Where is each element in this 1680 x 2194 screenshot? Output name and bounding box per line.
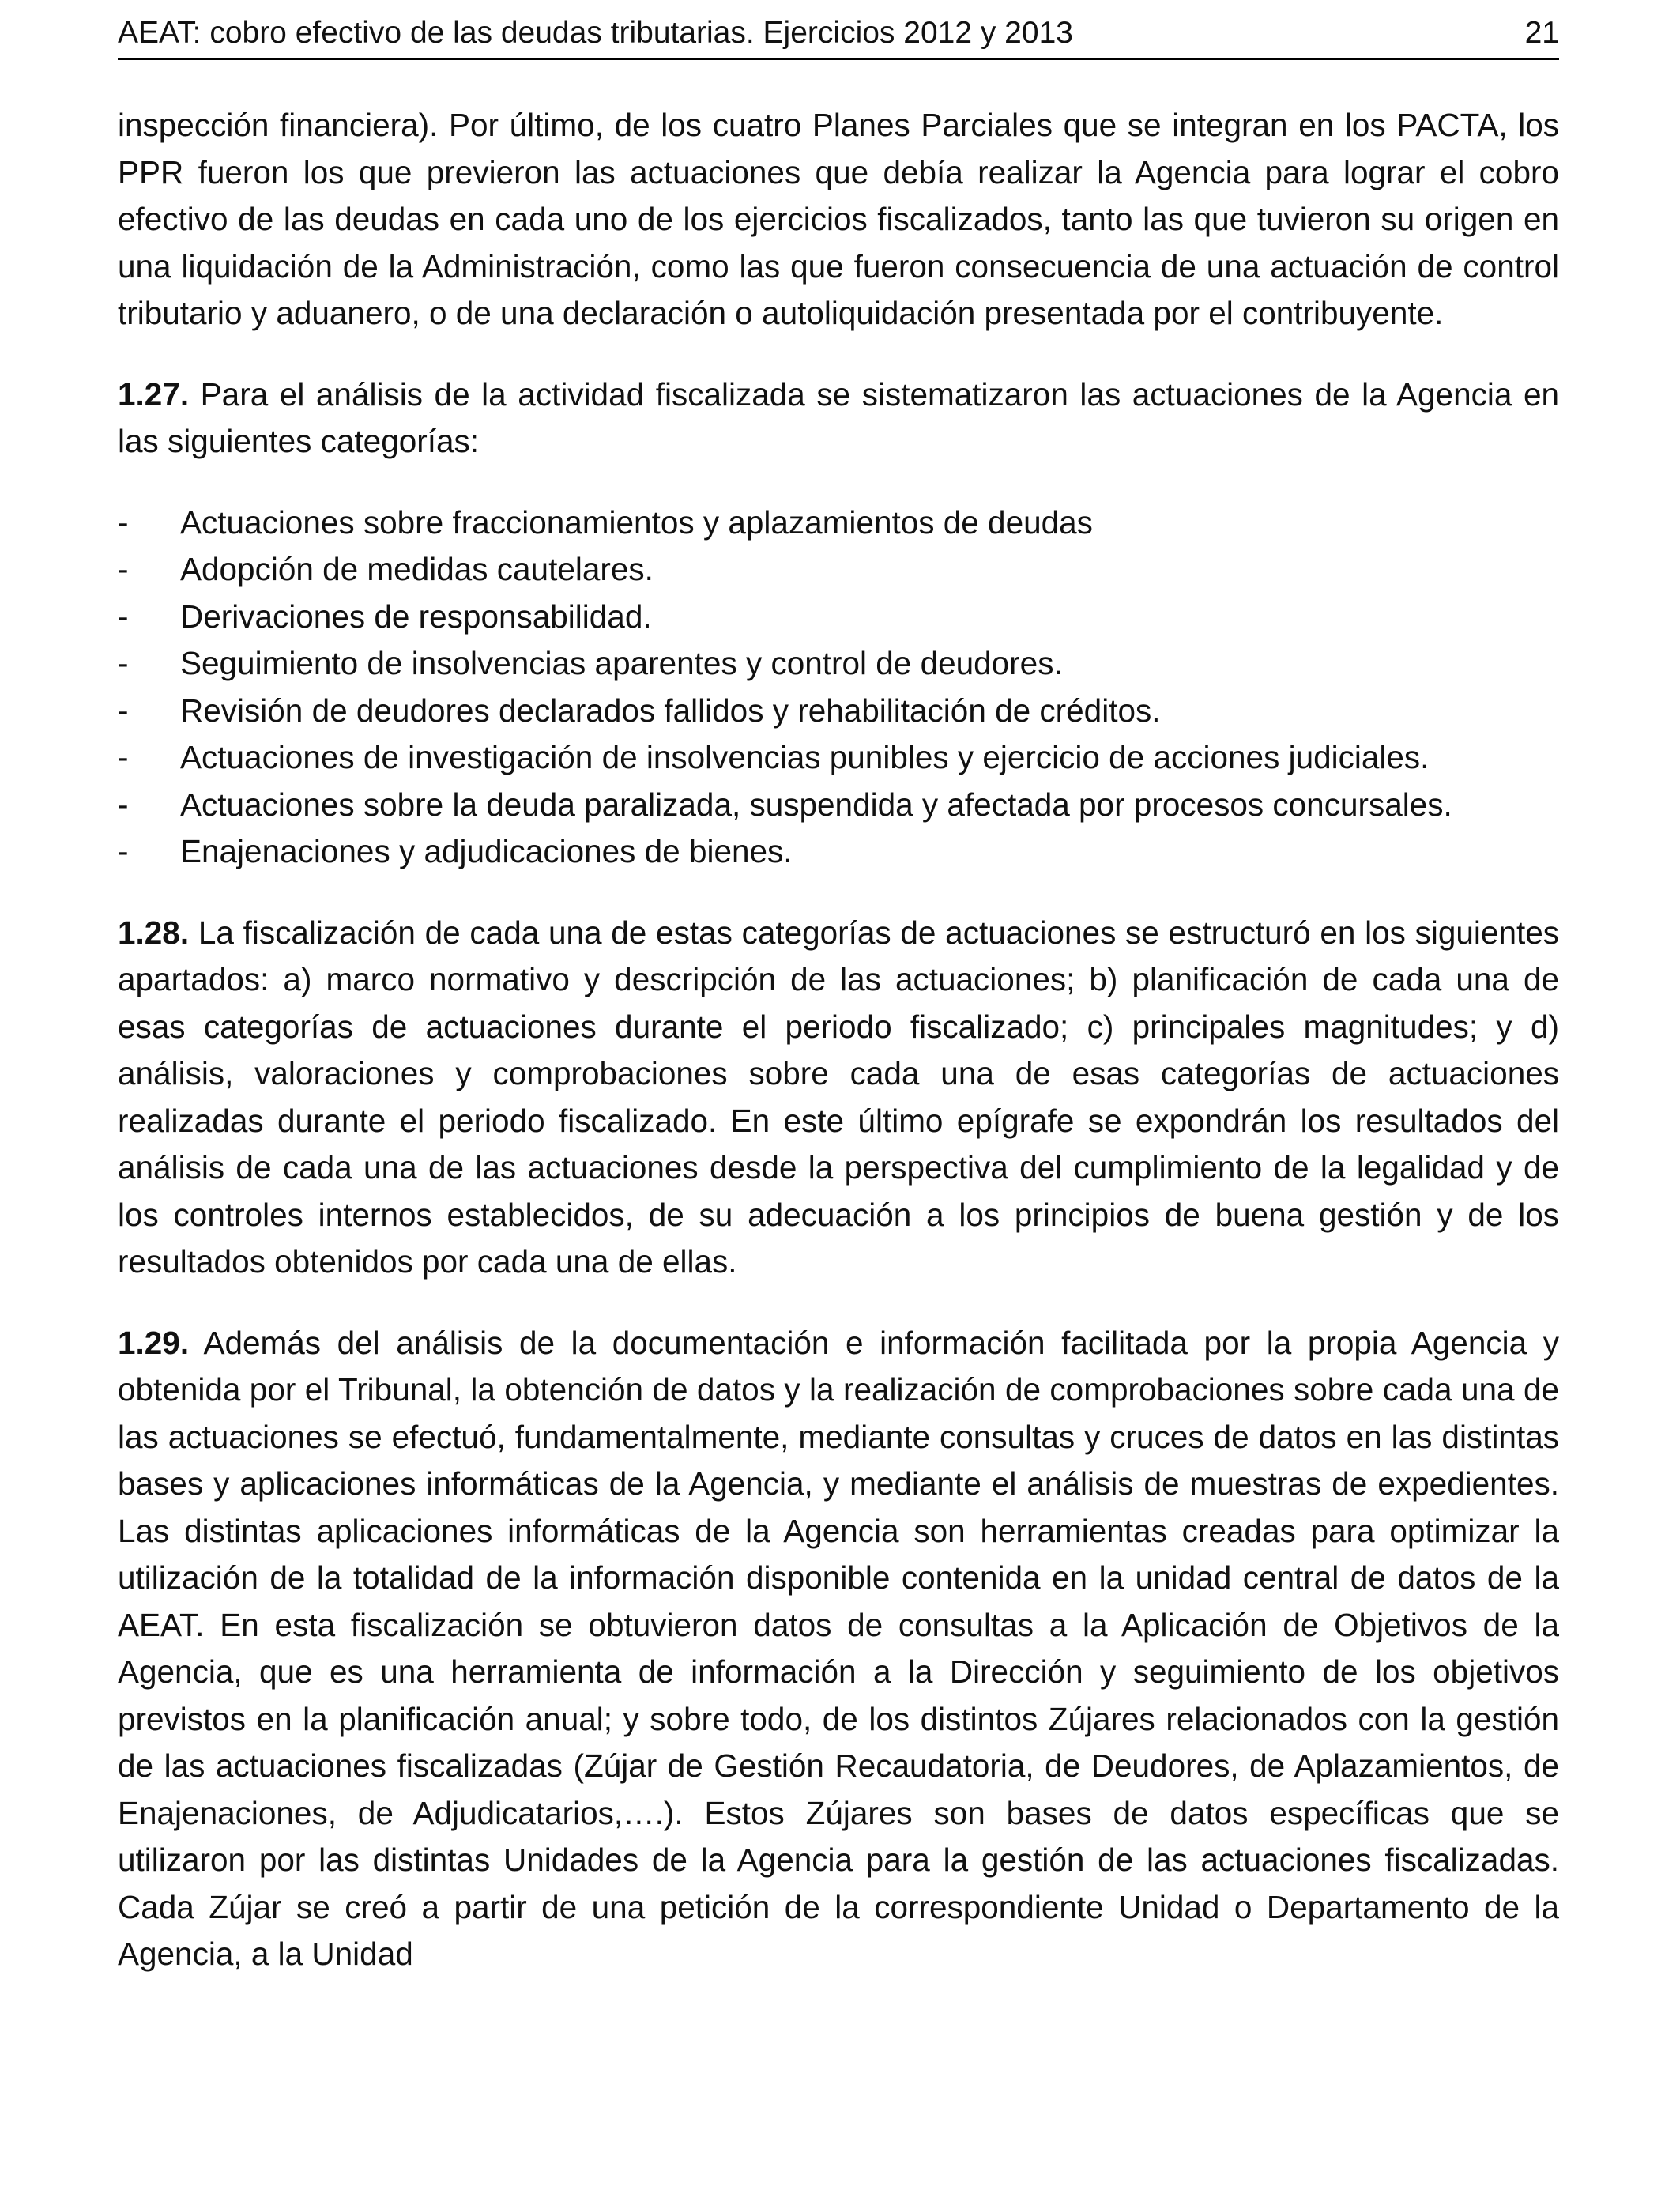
paragraph-1-29 xyxy=(118,1320,1559,1978)
paragraph-text: Para el análisis de la actividad fiscalizada se sistematizaron las actuaciones de la Agencia en las siguientes categorías: xyxy=(118,375,1559,459)
list-item xyxy=(118,828,1559,876)
list-item xyxy=(118,688,1559,735)
list-item-text: Actuaciones sobre fraccionamientos y aplazamientos de deudas xyxy=(180,503,1093,541)
paragraph-text: Además del análisis de la documentación e información facilitada por la propia Agencia y obtenida por el Tribunal, la obtención de datos y la realización de comprobaciones sobre cada una de las actuaciones se efectuó, fundamentalmente, mediante consultas y cruces de datos en las distintas bases y aplicaciones informáticas de la Agencia, y mediante el análisis de muestras de expedientes. Las distintas aplicaciones informáticas de la Agencia son herramientas creadas para optimizar la utilización de la totalidad de la información disponible contenida en la unidad central de datos de la AEAT. En esta fiscalización se obtuvieron datos de consultas a la Aplicación de Objetivos de la Agencia, que es una herramienta de información a la Dirección y seguimiento de los objetivos previstos en la planificación anual; y sobre todo, de los distintos Zújares relacionados con la gestión de las actuaciones fiscalizadas (Zújar de Gestión Recaudatoria, de Deudores, de Aplazamientos, de Enajenaciones, de Adjudicatarios,….). Estos Zújares son bases de datos específicas que se utilizaron por las distintas Unidades de la Agencia para la gestión de las actuaciones fiscalizadas. Cada Zújar se creó a partir de una petición de la correspondiente Unidad o Departamento de la Agencia, a la Unidad xyxy=(118,1324,1559,1972)
document-body xyxy=(118,102,1559,1978)
paragraph-number: 1.27. xyxy=(118,375,190,413)
list-item-text: Revisión de deudores declarados fallidos y rehabilitación de créditos. xyxy=(180,692,1161,729)
dash-marker: - xyxy=(118,786,129,823)
paragraph-1-28 xyxy=(118,910,1559,1286)
list-item xyxy=(118,640,1559,688)
list-item-text: Actuaciones de investigación de insolvencias punibles y ejercicio de acciones judiciales. xyxy=(180,739,1430,775)
list-item xyxy=(118,546,1559,594)
dash-marker: - xyxy=(118,692,129,729)
list-item-text: Derivaciones de responsabilidad. xyxy=(180,598,652,635)
paragraph-continuation: inspección financiera). Por último, de los cuatro Planes Parciales que se integran en los PACTA, los PPR fueron los que previeron las actuaciones que debía realizar la Agencia para lograr el cobro efectivo de las deudas en cada uno de los ejercicios fiscalizados, tanto las que tuvieron su origen en una liquidación de la Administración, como las que fueron consecuencia de una actuación de control tributario y aduanero, o de una declaración o autoliquidación presentada por el contribuyente. xyxy=(118,107,1559,331)
dash-marker: - xyxy=(118,833,129,869)
list-item xyxy=(118,594,1559,641)
list-item xyxy=(118,782,1559,829)
dash-marker: - xyxy=(118,503,129,541)
page-number: 21 xyxy=(1524,16,1559,50)
paragraph-text: La fiscalización de cada una de estas categorías de actuaciones se estructuró en los siguientes apartados: a) marco normativo y descripción de las actuaciones; b) planificación de cada una de esas categorías de actuaciones durante el periodo fiscalizado; c) principales magnitudes; y d) análisis, valoraciones y comprobaciones sobre cada una de esas categorías de actuaciones realizadas durante el periodo fiscalizado. En este último epígrafe se expondrán los resultados del análisis de cada una de las actuaciones desde la perspectiva del cumplimiento de la legalidad y de los controles internos establecidos, de su adecuación a los principios de buena gestión y de los resultados obtenidos por cada una de ellas. xyxy=(118,914,1559,1280)
paragraph-number: 1.29. xyxy=(118,1324,190,1361)
list-item-text: Adopción de medidas cautelares. xyxy=(180,551,654,587)
list-item-text: Enajenaciones y adjudicaciones de bienes. xyxy=(180,833,793,869)
page-header xyxy=(118,0,1559,60)
list-item xyxy=(118,734,1559,782)
dash-marker: - xyxy=(118,551,129,587)
document-page xyxy=(118,0,1559,1978)
list-item-text: Seguimiento de insolvencias aparentes y control de deudores. xyxy=(180,645,1063,681)
paragraph-1-27 xyxy=(118,371,1559,466)
dash-marker: - xyxy=(118,598,129,635)
header-title: AEAT: cobro efectivo de las deudas tributarias. Ejercicios 2012 y 2013 xyxy=(118,16,1073,50)
list-item xyxy=(118,499,1559,547)
category-list xyxy=(118,499,1559,876)
dash-marker: - xyxy=(118,645,129,681)
paragraph-number: 1.28. xyxy=(118,914,190,951)
list-item-text: Actuaciones sobre la deuda paralizada, suspendida y afectada por procesos concursales. xyxy=(180,786,1452,823)
dash-marker: - xyxy=(118,739,129,775)
